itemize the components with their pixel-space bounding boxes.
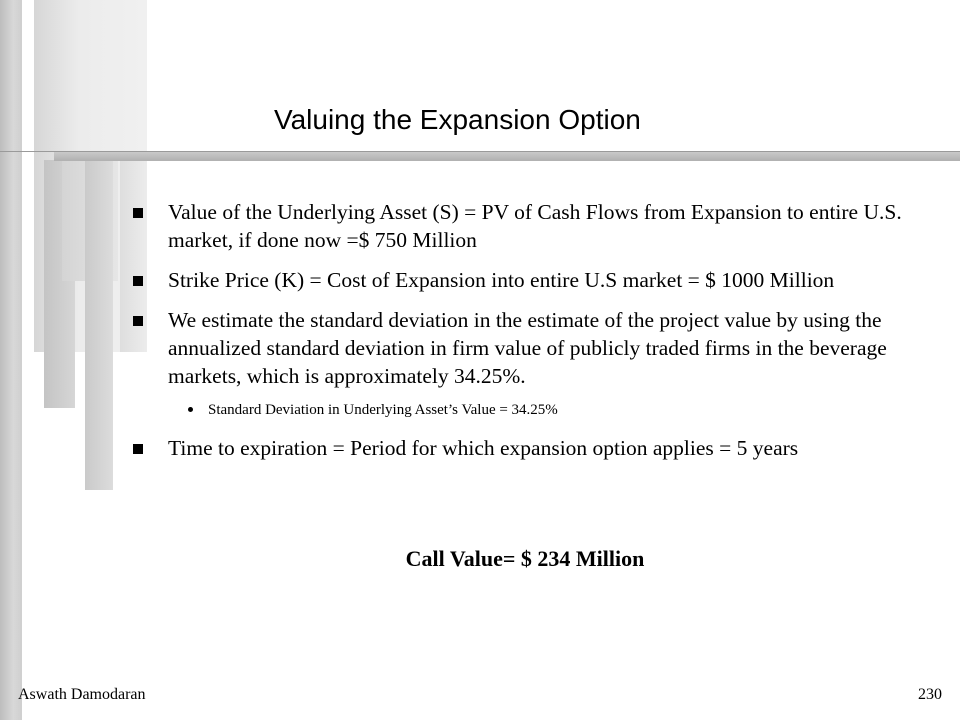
slide-title: Valuing the Expansion Option	[274, 104, 641, 135]
decorative-bar	[0, 0, 22, 720]
bullet-text: Value of the Underlying Asset (S) = PV of Cash Flows from Expansion to entire U.S. market, if done now =$ 750 Million	[168, 200, 902, 252]
dot-bullet-icon	[188, 407, 193, 412]
bullet-text: Strike Price (K) = Cost of Expansion into entire U.S market = $ 1000 Million	[168, 268, 835, 292]
bullet-text: Time to expiration = Period for which expansion option applies = 5 years	[168, 436, 799, 460]
bullet-list	[130, 198, 930, 474]
sub-bullet-item	[130, 400, 930, 420]
bullet-item	[130, 198, 930, 254]
call-value-result: Call Value= $ 234 Million	[405, 546, 645, 571]
footer-author: Aswath Damodaran	[18, 686, 146, 703]
title-underline-bar	[54, 152, 960, 161]
bullet-item	[130, 306, 930, 390]
square-bullet-icon	[133, 208, 143, 218]
bullet-item	[130, 434, 930, 462]
page-number: 230	[918, 686, 942, 703]
square-bullet-icon	[133, 444, 143, 454]
bullet-item	[130, 266, 930, 294]
sub-bullet-text: Standard Deviation in Underlying Asset’s Value = 34.25%	[208, 402, 558, 418]
square-bullet-icon	[133, 276, 143, 286]
bullet-text: We estimate the standard deviation in the estimate of the project value by using the annualized standard deviation in firm value of publicly traded firms in the beverage markets, which is approximately 34.25%.	[168, 308, 887, 388]
square-bullet-icon	[133, 316, 143, 326]
decorative-bar	[85, 160, 113, 490]
